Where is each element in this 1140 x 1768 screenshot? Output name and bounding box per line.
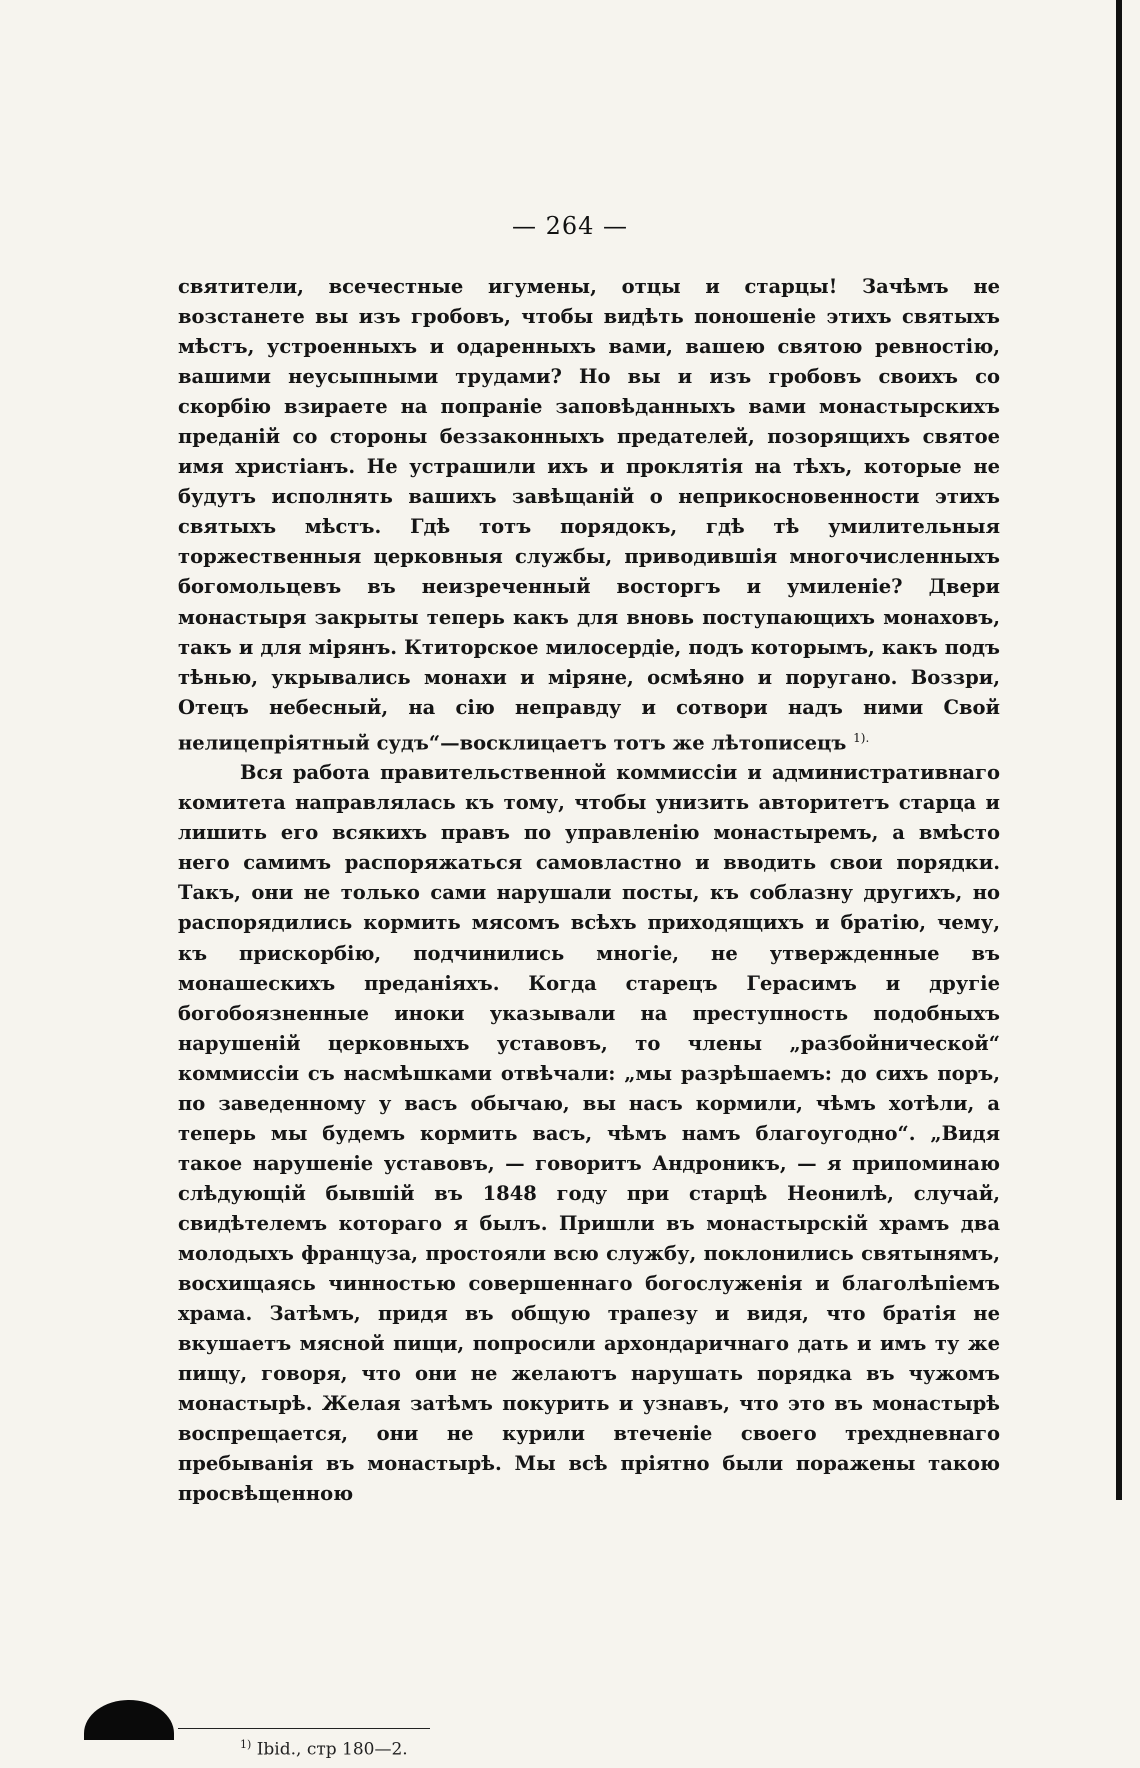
footnote-text: Ibid., стр 180—2.: [256, 1739, 408, 1760]
footnote-reference: 1).: [853, 730, 870, 745]
footnote: [240, 1738, 408, 1760]
ink-blot: [84, 1700, 174, 1740]
paragraph-1-text: святители, всечестные игумены, отцы и старцы! Зачѣмъ не возстанете вы изъ гробовъ, чтобы видѣть поношеніе этихъ святыхъ мѣстъ, устроенныхъ и одаренныхъ вами, вашею святою ревностію, вашими неусыпными трудами? Но вы и изъ гробовъ своихъ со скорбію взираете на попраніе заповѣданныхъ вами монастырскихъ преданій со стороны беззаконныхъ предателей, позорящихъ святое имя христіанъ. Не устрашили ихъ и проклятія на тѣхъ, которые не будутъ исполнять вашихъ завѣщаній о неприкосновенности этихъ святыхъ мѣстъ. Гдѣ тотъ порядокъ, гдѣ тѣ умилительныя торжественныя церковныя службы, приводившія многочисленныхъ богомольцевъ въ неизреченный восторгъ и умиленіе? Двери монастыря закрыты теперь какъ для вновь поступающихъ монаховъ, такъ и для мірянъ. Ктиторское милосердіе, подъ которымъ, какъ подъ тѣнью, укрывались монахи и міряне, осмѣяно и поругано. Воззри, Отецъ небесный, на сію неправду и сотвори надъ ними Свой нелицепріятный судъ“—восклицаетъ тотъ же лѣтописецъ: [178, 275, 1000, 755]
page-number: — 264 —: [511, 212, 629, 240]
paragraph-1: [178, 272, 1000, 758]
footnote-divider: [178, 1728, 430, 1729]
paragraph-2: Вся работа правительственной коммиссіи и административнаго комитета направлялась къ тому, чтобы унизить авторитетъ старца и лишить его всякихъ правъ по управленію монастыремъ, а вмѣсто него самимъ распоряжаться самовластно и вводить свои порядки. Такъ, они не только сами нарушали посты, къ соблазну другихъ, но распорядились кормить мясомъ всѣхъ приходящихъ и братію, чему, къ прискорбію, подчинились многіе, не утвержденные въ монашескихъ преданіяхъ. Когда старецъ Герасимъ и другіе богобоязненные иноки указывали на преступность подобныхъ нарушеній церковныхъ уставовъ, то члены „разбойнической“ коммиссіи съ насмѣшками отвѣчали: „мы разрѣшаемъ: до сихъ поръ, по заведенному у васъ обычаю, вы насъ кормили, чѣмъ хотѣли, а теперь мы будемъ кормить васъ, чѣмъ намъ благоугодно“. „Видя такое нарушеніе уставовъ, — говоритъ Андроникъ, — я припоминаю слѣдующій бывшій въ 1848 году при старцѣ Неонилѣ, случай, свидѣтелемъ котораго я былъ. Пришли въ монастырскій храмъ два молодыхъ француза, простояли всю службу, поклонились святынямъ, восхищаясь чинностью совершеннаго богослуженія и благолѣпіемъ храма. Затѣмъ, придя въ общую трапезу и видя, что братія не вкушаетъ мясной пищи, попросили архондаричнаго дать и имъ ту же пищу, говоря, что они не желаютъ нарушать порядка въ чужомъ монастырѣ. Желая затѣмъ покурить и узнавъ, что это въ монастырѣ воспрещается, они не курили втеченіе своего трехдневнаго пребыванія въ монастырѣ. Мы всѣ пріятно были поражены такою просвѣщенною: [178, 761, 1000, 1506]
footnote-mark: 1): [240, 1738, 252, 1751]
body-text: [178, 272, 1000, 1509]
